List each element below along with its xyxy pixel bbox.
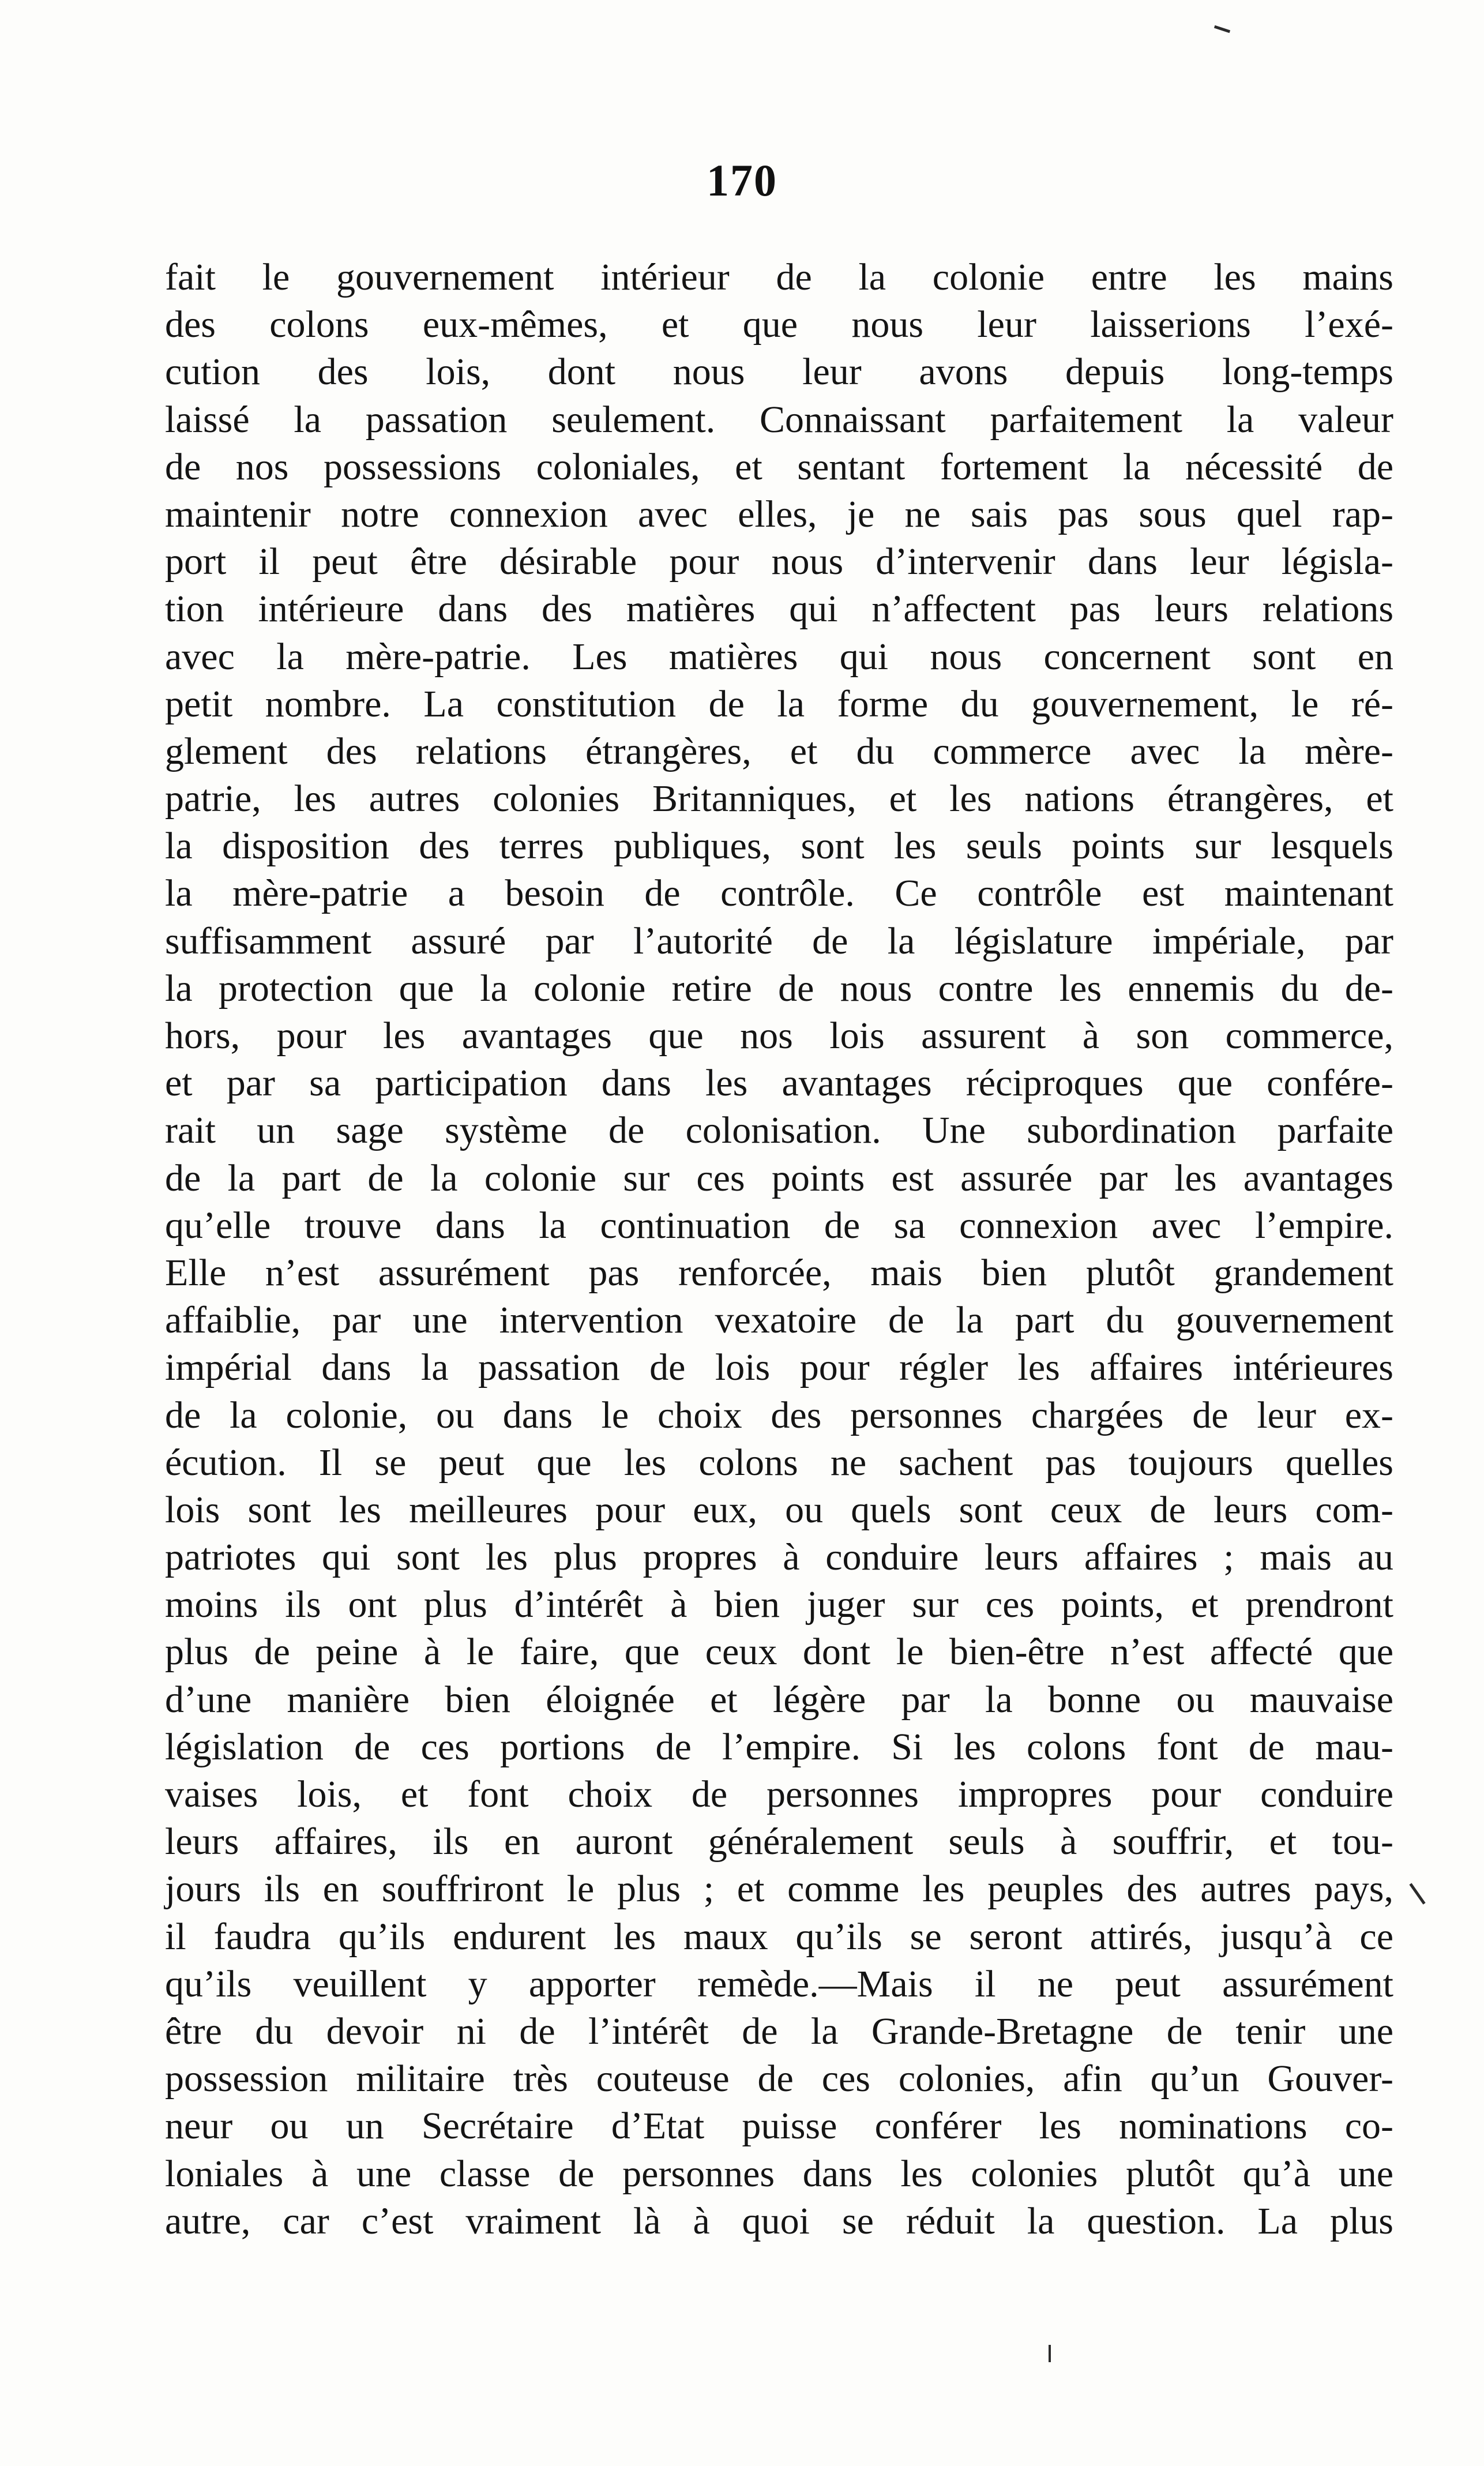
text-line: plus de peine à le faire, que ceux dont le bien-être n’est affecté que — [165, 1631, 1393, 1673]
text-line: neur ou un Secrétaire d’Etat puisse conférer les nominations co- — [165, 2105, 1393, 2148]
text-line: avec la mère-patrie. Les matières qui nous concernent sont en — [165, 635, 1393, 678]
text-line: vaises lois, et font choix de personnes impropres pour conduire — [165, 1773, 1393, 1815]
text-line: petit nombre. La constitution de la forme du gouvernement, le ré- — [165, 682, 1393, 725]
text-line: autre, car c’est vraiment là à quoi se réduit la question. La plus — [165, 2199, 1393, 2242]
text-line: maintenir notre connexion avec elles, je ne sais pas sous quel rap- — [165, 493, 1393, 535]
text-line: être du devoir ni de l’intérêt de la Grande-Bretagne de tenir une — [165, 2010, 1393, 2052]
text-line: écution. Il se peut que les colons ne sachent pas toujours quelles — [165, 1441, 1393, 1484]
text-line: la mère-patrie a besoin de contrôle. Ce contrôle est maintenant — [165, 872, 1393, 915]
text-line: qu’ils veuillent y apporter remède.—Mais il ne peut assurément — [165, 1962, 1393, 2005]
text-line: de la colonie, ou dans le choix des personnes chargées de leur ex- — [165, 1394, 1393, 1436]
text-line: il faudra qu’ils endurent les maux qu’ils se seront attirés, jusqu’à ce — [165, 1915, 1393, 1958]
page-number: 170 — [707, 155, 777, 205]
scan-speck-bottom — [1049, 2345, 1051, 2362]
text-line: lois sont les meilleures pour eux, ou quels sont ceux de leurs com- — [165, 1488, 1393, 1531]
text-line: laissé la passation seulement. Connaissant parfaitement la valeur — [165, 398, 1393, 441]
text-line: cution des lois, dont nous leur avons depuis long-temps — [165, 351, 1393, 393]
text-line: impérial dans la passation de lois pour régler les affaires intérieures — [165, 1346, 1393, 1389]
text-line: et par sa participation dans les avantages réciproques que confére- — [165, 1062, 1393, 1105]
scan-speck-top — [1214, 25, 1230, 33]
text-line: rait un sage système de colonisation. Une subordination parfaite — [165, 1109, 1393, 1152]
text-line: loniales à une classe de personnes dans les colonies plutôt qu’à une — [165, 2152, 1393, 2195]
text-line: port il peut être désirable pour nous d’intervenir dans leur législa- — [165, 541, 1393, 583]
text-line: tion intérieure dans des matières qui n’affectent pas leurs relations — [165, 588, 1393, 630]
text-line: leurs affaires, ils en auront généralement seuls à souffrir, et tou- — [165, 1821, 1393, 1863]
text-line: Elle n’est assurément pas renforcée, mais bien plutôt grandement — [165, 1251, 1393, 1294]
text-line: affaiblie, par une intervention vexatoire de la part du gouvernement — [165, 1299, 1393, 1342]
text-line: glement des relations étrangères, et du commerce avec la mère- — [165, 730, 1393, 772]
text-line: des colons eux-mêmes, et que nous leur laisserions l’exé- — [165, 303, 1393, 346]
body-text — [165, 254, 1393, 2245]
text-line: de la part de la colonie sur ces points est assurée par les avantages — [165, 1157, 1393, 1199]
text-line: patrie, les autres colonies Britanniques, et les nations étrangères, et — [165, 778, 1393, 820]
text-line: la protection que la colonie retire de nous contre les ennemis du de- — [165, 967, 1393, 1009]
text-line: possession militaire très couteuse de ces colonies, afin qu’un Gouver- — [165, 2058, 1393, 2100]
text-line: législation de ces portions de l’empire. Si les colons font de mau- — [165, 1725, 1393, 1768]
text-line: moins ils ont plus d’intérêt à bien juger sur ces points, et prendront — [165, 1583, 1393, 1626]
text-line: qu’elle trouve dans la continuation de sa connexion avec l’empire. — [165, 1204, 1393, 1247]
text-line: la disposition des terres publiques, sont les seuls points sur lesquels — [165, 825, 1393, 868]
text-line: patriotes qui sont les plus propres à conduire leurs affaires ; mais au — [165, 1536, 1393, 1579]
scan-speck-right — [1409, 1883, 1425, 1904]
text-line: d’une manière bien éloignée et légère par la bonne ou mauvaise — [165, 1678, 1393, 1721]
text-line: hors, pour les avantages que nos lois assurent à son commerce, — [165, 1015, 1393, 1057]
text-line: fait le gouvernement intérieur de la colonie entre les mains — [165, 256, 1393, 298]
text-line: suffisamment assuré par l’autorité de la législature impériale, par — [165, 919, 1393, 962]
text-line: de nos possessions coloniales, et sentant fortement la nécessité de — [165, 445, 1393, 488]
text-line: jours ils en souffriront le plus ; et comme les peuples des autres pays, — [165, 1868, 1393, 1911]
